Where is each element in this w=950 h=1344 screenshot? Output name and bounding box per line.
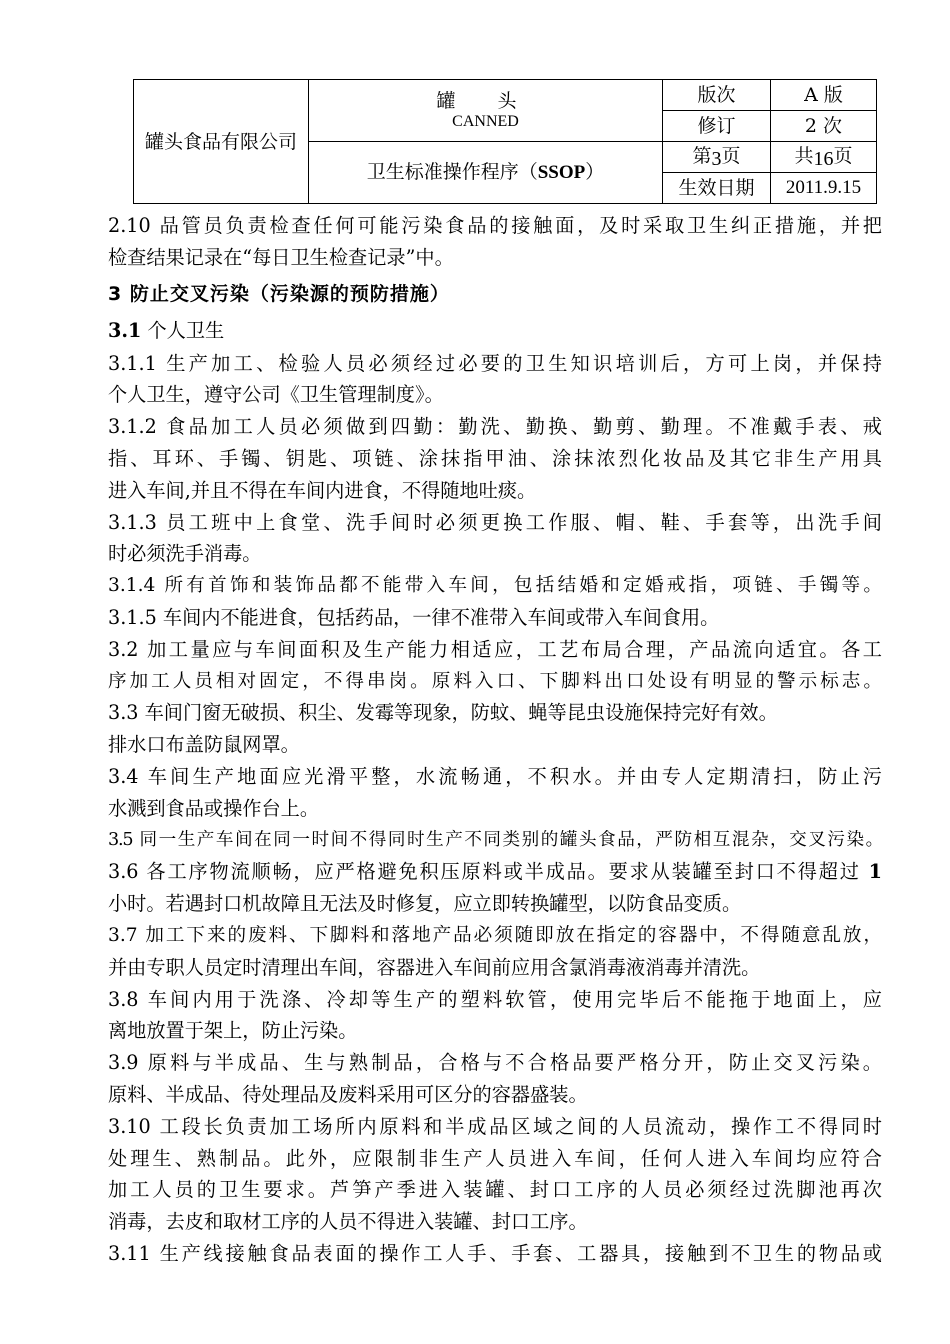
paragraph-line: 消毒，去皮和取材工序的人员不得进入装罐、封口工序。 <box>108 1210 588 1234</box>
document-body <box>108 210 882 1270</box>
paragraph-line: 3.8 车间内用于洗涤、冷却等生产的塑料软管，使用完毕后不能拖于地面上，应 <box>108 987 882 1011</box>
paragraph-line: 小时。若遇封口机故障且无法及时修复，应立即转换罐型，以防食品变质。 <box>108 892 742 916</box>
paragraph-line: 3.9 原料与半成品、生与熟制品，合格与不合格品要严格分开，防止交叉污染。 <box>108 1051 882 1075</box>
effective-date-value: 2011.9.15 <box>771 173 877 204</box>
section-heading: 3 防止交叉污染（污染源的预防措施） <box>108 282 450 305</box>
revision-label: 修订 <box>663 111 771 142</box>
total-pages <box>771 142 877 173</box>
paragraph-line: 3.10 工段长负责加工场所内原料和半成品区域之间的人员流动，操作工不得同时 <box>108 1114 882 1138</box>
paragraph-line: 指、耳环、手镯、钥匙、项链、涂抹指甲油、涂抹浓烈化妆品及其它非生产用具 <box>108 446 882 470</box>
page-number <box>663 142 771 173</box>
paragraph-line: 2.10 品管员负责检查任何可能污染食品的接触面，及时采取卫生纠正措施，并把 <box>108 214 882 237</box>
paragraph-line: 3.7 加工下来的废料、下脚料和落地产品必须随即放在指定的容器中，不得随意乱放， <box>108 924 882 946</box>
paragraph-text: 3.6 各工序物流顺畅，应严格避免积压原料或半成品。要求从装罐至封口不得超过 <box>108 860 869 884</box>
subsection-title: 个人卫生 <box>141 318 225 342</box>
document-title-end: ） <box>585 161 605 183</box>
paragraph-line: 3.4 车间生产地面应光滑平整，水流畅通，不积水。并由专人定期清扫，防止污 <box>108 764 882 788</box>
paragraph-line: 处理生、熟制品。此外，应限制非生产人员进入车间，任何人进入车间均应符合 <box>108 1146 882 1170</box>
product-name-cell <box>309 80 663 142</box>
paragraph-line: 3.1.3 员工班中上食堂、洗手间时必须更换工作服、帽、鞋、手套等，出洗手间 <box>108 510 882 534</box>
paragraph-line: 3.3 车间门窗无破损、积尘、发霉等现象，防蚊、蝇等昆虫设施保持完好有效。 <box>108 701 778 725</box>
paragraph-line: 3.11 生产线接触食品表面的操作工人手、手套、工器具，接触到不卫生的物品或 <box>108 1241 882 1265</box>
document-title <box>309 142 663 204</box>
paragraph-line: 进入车间,并且不得在车间内进食，不得随地吐痰。 <box>108 478 537 502</box>
paragraph-line: 3.1.4 所有首饰和装饰品都不能带入车间，包括结婚和定婚戒指，项链、手镯等。 <box>108 575 882 597</box>
total-pages-value: 16 <box>813 147 834 170</box>
paragraph-line: 3.2 加工量应与车间面积及生产能力相适应，工艺布局合理，产品流向适宜。各工 <box>108 637 882 661</box>
paragraph-line <box>108 856 882 888</box>
paragraph-line: 时必须洗手消毒。 <box>108 542 262 566</box>
product-name-en: CANNED <box>452 112 519 130</box>
edition-label: 版次 <box>663 80 771 111</box>
company-name: 罐头食品有限公司 <box>134 80 309 204</box>
total-suffix: 页 <box>833 144 853 167</box>
paragraph-line: 原料、半成品、待处理品及废料采用可区分的容器盛装。 <box>108 1082 588 1106</box>
document-code: SSOP <box>537 162 586 183</box>
revision-value: 2 次 <box>771 111 877 142</box>
paragraph-line: 序加工人员相对固定，不得串岗。原料入口、下脚料出口处设有明显的警示标志。 <box>108 670 882 692</box>
subsection-number: 3.1 <box>108 318 142 342</box>
paragraph-number: 1 <box>868 860 882 884</box>
subsection-heading <box>108 314 882 348</box>
paragraph-line: 水溅到食品或操作台上。 <box>108 796 320 820</box>
edition-value: A 版 <box>771 80 877 111</box>
page-suffix: 页 <box>721 144 741 167</box>
document-title-text: 卫生标准操作程序（ <box>366 161 538 183</box>
paragraph-line: 3.1.2 食品加工人员必须做到四勤：勤洗、勤换、勤剪、勤理。不准戴手表、戒 <box>108 415 882 439</box>
document-header-table <box>133 79 877 204</box>
total-prefix: 共 <box>794 144 814 167</box>
effective-date-label: 生效日期 <box>663 173 771 204</box>
page-prefix: 第 <box>692 144 712 167</box>
product-name-cn: 罐 头 <box>436 89 535 112</box>
paragraph-line: 3.1.5 车间内不能进食，包括药品，一律不准带入车间或带入车间食用。 <box>108 605 720 629</box>
page-number-value: 3 <box>711 147 722 170</box>
paragraph-line: 3.1.1 生产加工、检验人员必须经过必要的卫生知识培训后，方可上岗，并保持 <box>108 351 882 375</box>
paragraph-line: 排水口布盖防鼠网罩。 <box>108 733 300 757</box>
paragraph-line: 个人卫生，遵守公司《卫生管理制度》。 <box>108 383 444 407</box>
paragraph-line: 加工人员的卫生要求。芦笋产季进入装罐、封口工序的人员必须经过洗脚池再次 <box>108 1178 882 1202</box>
paragraph-line: 并由专职人员定时清理出车间，容器进入车间前应用含氯消毒液消毒并清洗。 <box>108 955 761 979</box>
paragraph-line: 离地放置于架上，防止污染。 <box>108 1019 358 1043</box>
paragraph-line: 3.5 同一生产车间在同一时间不得同时生产不同类别的罐头食品，严防相互混杂，交叉污染。 <box>108 829 882 850</box>
paragraph-line: 检查结果记录在“每日卫生检查记录”中。 <box>108 245 454 269</box>
